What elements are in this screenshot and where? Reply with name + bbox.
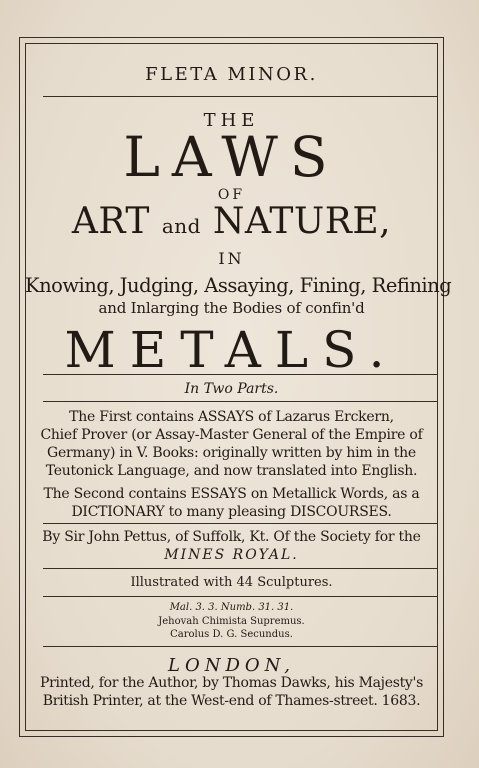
title-of: OF xyxy=(217,187,246,203)
rule xyxy=(43,401,438,402)
motto-jehovah: Jehovah Chimista Supremus. xyxy=(158,616,305,627)
title-metals: METALS. xyxy=(64,321,399,379)
rule xyxy=(43,523,438,524)
rule xyxy=(43,374,438,375)
rule xyxy=(43,568,438,569)
in-two-parts: In Two Parts. xyxy=(184,381,279,397)
imprint-line-1: Printed, for the Author, by Thomas Dawks, his Majesty's xyxy=(40,675,423,691)
second-part-line-2: DICTIONARY to many pleasing DISCOURSES. xyxy=(71,504,392,520)
header-fleta-minor: FLETA MINOR. xyxy=(145,64,318,85)
author-line-2: MINES ROYAL. xyxy=(164,547,299,563)
subtitle-enlarging: and Inlarging the Bodies of confin'd xyxy=(98,299,365,317)
author-line-1: By Sir John Pettus, of Suffolk, Kt. Of the Society for the xyxy=(42,529,421,545)
scripture-reference: Mal. 3. 3. Numb. 31. 31. xyxy=(169,602,294,613)
title-and: and xyxy=(161,214,201,238)
rule xyxy=(43,646,438,647)
first-part-line-2: Chief Prover (or Assay-Master General of the Empire of xyxy=(40,427,423,443)
illustrated-line: Illustrated with 44 Sculptures. xyxy=(130,575,333,590)
second-part-line-1: The Second contains ESSAYS on Metallick Words, as a xyxy=(43,486,420,502)
title-art-and-nature xyxy=(25,201,438,242)
title-the: THE xyxy=(203,110,260,131)
first-part-line-3: Germany) in V. Books: originally written by him in the xyxy=(47,445,416,461)
title-in: IN xyxy=(218,249,245,268)
motto-carolus: Carolus D. G. Secundus. xyxy=(170,629,293,640)
imprint-line-2: British Printer, at the West-end of Thames-street. 1683. xyxy=(42,693,421,709)
subtitle-knowing: Knowing, Judging, Assaying, Fining, Refining xyxy=(25,274,452,297)
first-part-line-1: The First contains ASSAYS of Lazarus Erckern, xyxy=(69,409,394,425)
rule xyxy=(43,596,438,597)
title-art: ART xyxy=(71,201,150,242)
rule xyxy=(43,96,438,97)
title-laws: LAWS xyxy=(123,125,340,189)
title-nature: NATURE, xyxy=(212,201,392,242)
imprint-london: LONDON, xyxy=(168,655,295,676)
first-part-line-4: Teutonick Language, and now translated into English. xyxy=(45,463,418,479)
